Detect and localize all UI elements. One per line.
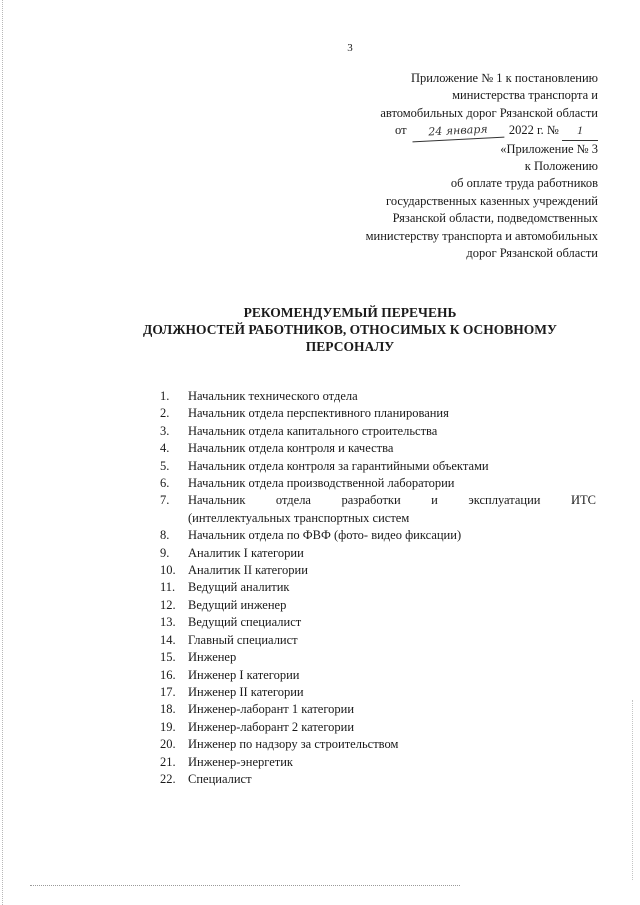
list-item — [160, 719, 596, 736]
appendix-line-7: дорог Рязанской области — [466, 246, 598, 261]
item-text: Инженер-лаборант 2 категории — [188, 719, 355, 734]
list-item — [160, 527, 596, 544]
list-item — [160, 492, 596, 527]
header-line-2: министерства транспорта и — [452, 88, 598, 103]
item-number: 17. — [160, 684, 176, 699]
list-item — [160, 405, 596, 422]
list-item — [160, 440, 596, 457]
item-text: Аналитик I категории — [188, 545, 304, 560]
scan-edge-bottom — [30, 885, 460, 887]
list-item — [160, 771, 596, 788]
page-number: 3 — [347, 42, 353, 54]
item-text: Начальник отдела перспективного планирования — [188, 406, 449, 421]
list-item — [160, 388, 596, 405]
list-item — [160, 423, 596, 440]
scan-edge-right — [632, 700, 634, 880]
item-number: 9. — [160, 545, 170, 560]
item-number: 13. — [160, 615, 176, 630]
item-number: 12. — [160, 597, 176, 612]
item-number: 16. — [160, 667, 176, 682]
appendix-line-5: Рязанской области, подведомственных — [392, 211, 598, 226]
item-text: Аналитик II категории — [188, 563, 308, 578]
item-text: Начальник отдела производственной лаборатории — [188, 476, 455, 491]
item-number: 2. — [160, 406, 170, 421]
item-text: Инженер-лаборант 1 категории — [188, 702, 355, 717]
list-item — [160, 562, 596, 579]
list-item — [160, 667, 596, 684]
list-item — [160, 632, 596, 649]
item-text: Инженер — [188, 650, 237, 665]
item-text: Ведущий аналитик — [188, 580, 290, 595]
date-prefix: от — [395, 123, 407, 138]
item-text: Главный специалист — [188, 632, 298, 647]
list-item — [160, 458, 596, 475]
item-text — [188, 492, 596, 527]
title-line-3: ПЕРСОНАЛУ — [305, 339, 395, 354]
item-text: Начальник технического отдела — [188, 389, 358, 403]
list-item — [160, 475, 596, 492]
item-number: 3. — [160, 423, 170, 438]
item-text: Ведущий специалист — [188, 615, 302, 630]
item-text-line-2: (интеллектуальных транспортных систем — [188, 510, 410, 525]
handwritten-number: 1 — [562, 122, 598, 140]
item-number: 14. — [160, 632, 176, 647]
item-text: Ведущий инженер — [188, 597, 287, 612]
item-number: 8. — [160, 528, 170, 543]
item-number: 19. — [160, 719, 176, 734]
header-line-1: Приложение № 1 к постановлению — [411, 71, 598, 85]
appendix-line-3: об оплате труда работников — [450, 176, 598, 191]
item-text: Начальник отдела капитального строительства — [188, 423, 438, 438]
item-text: Инженер по надзору за строительством — [188, 737, 399, 752]
item-number: 7. — [160, 493, 170, 508]
header-line-3: автомобильных дорог Рязанской области — [380, 105, 598, 120]
date-year: 2022 г. № — [508, 123, 559, 138]
list-item — [160, 754, 596, 771]
item-number: 15. — [160, 650, 176, 665]
item-text: Инженер-энергетик — [188, 754, 293, 769]
list-item — [160, 597, 596, 614]
document-title — [100, 304, 600, 355]
appendix-line-1: «Приложение № 3 — [500, 141, 598, 156]
item-text: Инженер II категории — [188, 684, 304, 699]
positions-list — [160, 388, 596, 788]
list-item — [160, 701, 596, 718]
handwritten-date: 24 января — [411, 120, 504, 143]
item-number: 10. — [160, 563, 176, 578]
list-item — [160, 684, 596, 701]
item-number: 11. — [160, 580, 176, 595]
item-text: Начальник отдела контроля за гарантийными объектами — [188, 458, 489, 473]
item-text: Специалист — [188, 771, 252, 786]
item-number: 21. — [160, 754, 176, 769]
list-item — [160, 579, 596, 596]
list-item — [160, 649, 596, 666]
appendix-header — [278, 70, 598, 262]
list-item — [160, 736, 596, 753]
item-text: Начальник отдела контроля и качества — [188, 441, 394, 456]
header-date-row — [278, 122, 598, 140]
item-text-line-1: Начальник отдела разработки и эксплуатации ИТС — [188, 493, 596, 508]
title-line-2: ДОЛЖНОСТЕЙ РАБОТНИКОВ, ОТНОСИМЫХ К ОСНОВНОМУ — [143, 322, 557, 337]
list-item — [160, 545, 596, 562]
appendix-line-4: государственных казенных учреждений — [386, 193, 598, 208]
item-number: 1. — [160, 389, 170, 403]
item-text: Инженер I категории — [188, 667, 300, 682]
item-number: 22. — [160, 771, 176, 786]
scan-edge-left — [2, 0, 4, 905]
item-number: 4. — [160, 441, 170, 456]
item-number: 5. — [160, 458, 170, 473]
appendix-line-6: министерству транспорта и автомобильных — [365, 228, 598, 243]
item-text: Начальник отдела по ФВФ (фото- видео фиксации) — [188, 528, 462, 543]
appendix-line-2: к Положению — [524, 159, 598, 174]
item-number: 20. — [160, 737, 176, 752]
item-number: 6. — [160, 476, 170, 491]
title-line-1: РЕКОМЕНДУЕМЫЙ ПЕРЕЧЕНЬ — [243, 305, 457, 320]
item-number: 18. — [160, 702, 176, 717]
list-item — [160, 614, 596, 631]
